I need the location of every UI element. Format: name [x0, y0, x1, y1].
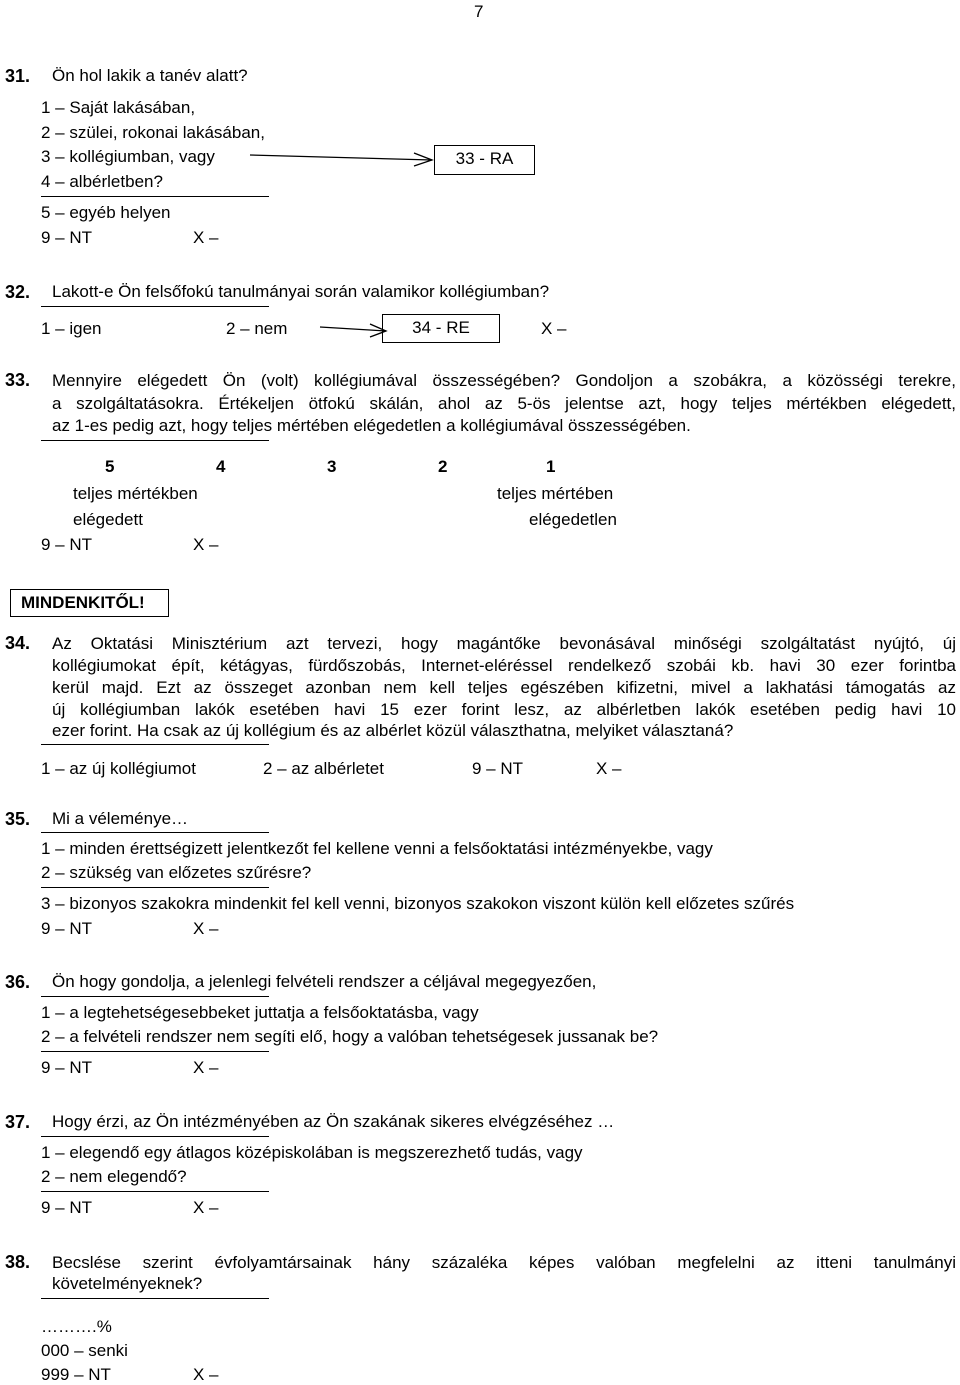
question-text-34-line-1: Az Oktatási Minisztérium azt tervezi, hogy magántőke bevonásával minőségi szolgáltatást nyújtó, új	[52, 634, 956, 653]
option-38-x[interactable]: X –	[193, 1365, 219, 1384]
option-36-2[interactable]: 2 – a felvételi rendszer nem segíti elő, hogy a valóban tehetségesek jussanak be?	[41, 1027, 659, 1046]
question-text-34-line-2: kollégiumokat épít, kétágyas, fürdőszobás, Internet-eléréssel rendelkező szobái kb. havi 30 ezer forintba	[52, 656, 956, 675]
option-31-1[interactable]: 1 – Saját lakásában,	[41, 98, 196, 117]
option-32-2[interactable]: 2 – nem	[226, 319, 288, 338]
percent-input[interactable]: ……….%	[41, 1317, 112, 1336]
question-text-33-line-2: a szolgáltatásokra. Értékeljen ötfokú skálán, ahol az 5-ös jelentse azt, hogy teljes mértékben elégedett,	[52, 394, 956, 413]
option-31-x[interactable]: X –	[193, 228, 219, 247]
option-35-1[interactable]: 1 – minden érettségizett jelentkezőt fel kellene venni a felsőoktatási intézményekbe, vagy	[41, 839, 713, 858]
question-number-34: 34.	[5, 633, 31, 653]
option-33-x[interactable]: X –	[193, 535, 219, 554]
scale-right-label-2: elégedetlen	[529, 510, 617, 529]
option-38-000[interactable]: 000 – senki	[41, 1341, 128, 1360]
option-31-4[interactable]: 4 – albérletben?	[41, 172, 163, 191]
divider	[41, 1051, 269, 1052]
option-37-nt[interactable]: 9 – NT	[41, 1198, 93, 1217]
option-35-nt[interactable]: 9 – NT	[41, 919, 93, 938]
divider	[41, 996, 269, 997]
question-text-37: Hogy érzi, az Ön intézményében az Ön szakának sikeres elvégzéséhez …	[52, 1112, 615, 1131]
option-31-nt[interactable]: 9 – NT	[41, 228, 93, 247]
option-37-2[interactable]: 2 – nem elegendő?	[41, 1167, 187, 1186]
question-text-36: Ön hogy gondolja, a jelenlegi felvételi rendszer a céljával megegyezően,	[52, 972, 597, 991]
question-number-37: 37.	[5, 1112, 31, 1132]
option-34-2[interactable]: 2 – az albérletet	[263, 759, 384, 778]
divider	[41, 1136, 269, 1137]
divider	[41, 1191, 269, 1192]
option-37-1[interactable]: 1 – elegendő egy átlagos középiskolában is megszerezhető tudás, vagy	[41, 1143, 583, 1162]
scale-3[interactable]: 3	[327, 457, 337, 476]
question-number-36: 36.	[5, 972, 31, 992]
skip-arrow-32-icon	[0, 0, 1, 1]
option-31-3[interactable]: 3 – kollégiumban, vagy	[41, 147, 215, 166]
question-number-35: 35.	[5, 809, 31, 829]
divider	[41, 832, 269, 833]
scale-1[interactable]: 1	[546, 457, 556, 476]
divider	[41, 744, 269, 745]
divider	[41, 440, 269, 441]
scale-5[interactable]: 5	[105, 457, 115, 476]
option-33-nt[interactable]: 9 – NT	[41, 535, 93, 554]
option-35-2[interactable]: 2 – szükség van előzetes szűrésre?	[41, 863, 312, 882]
question-text-35: Mi a véleménye…	[52, 809, 189, 828]
question-text-32: Lakott-e Ön felsőfokú tanulmányai során valamikor kollégiumban?	[52, 282, 550, 301]
question-number-33: 33.	[5, 370, 31, 390]
option-36-1[interactable]: 1 – a legtehetségesebbeket juttatja a felsőoktatásba, vagy	[41, 1003, 479, 1022]
question-text-34-line-3: kerül majd. Ezt az összeget azonban nem kell teljes egészében kifizetni, mivel a lakhatási támogatás az	[52, 678, 956, 697]
option-32-1[interactable]: 1 – igen	[41, 319, 102, 338]
mindenkitol-label: MINDENKITŐL!	[10, 589, 169, 617]
question-text-34-line-5: ezer forint. Ha csak az új kollégium és az albérlet közül választhatna, melyiket választaná?	[52, 721, 734, 740]
question-text-38-line-1: Becslése szerint évfolyamtársainak hány százaléka képes valóban megfelelni az itteni tanulmányi	[52, 1253, 956, 1272]
scale-left-label-2: elégedett	[73, 510, 143, 529]
option-36-x[interactable]: X –	[193, 1058, 219, 1077]
scale-2[interactable]: 2	[438, 457, 448, 476]
skip-box-31: 33 - RA	[434, 145, 535, 175]
option-34-x[interactable]: X –	[596, 759, 622, 778]
option-37-x[interactable]: X –	[193, 1198, 219, 1217]
option-34-1[interactable]: 1 – az új kollégiumot	[41, 759, 196, 778]
question-text-33-line-1: Mennyire elégedett Ön (volt) kollégiumával összességében? Gondoljon a szobákra, a közösségi terekre,	[52, 371, 956, 390]
divider	[41, 887, 269, 888]
divider	[41, 306, 269, 307]
scale-4[interactable]: 4	[216, 457, 226, 476]
question-text-38-line-2: követelményeknek?	[52, 1274, 203, 1293]
question-text-33-line-3: az 1-es pedig azt, hogy teljes mértében elégedetlen a kollégiumával összességében.	[52, 416, 691, 435]
question-text-34-line-4: új kollégiumban lakók esetében havi 15 ezer forint lesz, az albérletben lakók esetében pedig havi 10	[52, 700, 956, 719]
option-32-x[interactable]: X –	[541, 319, 567, 338]
option-38-999[interactable]: 999 – NT	[41, 1365, 111, 1384]
option-36-nt[interactable]: 9 – NT	[41, 1058, 93, 1077]
page-number: 7	[474, 2, 484, 21]
question-text-31: Ön hol lakik a tanév alatt?	[52, 66, 248, 85]
option-35-x[interactable]: X –	[193, 919, 219, 938]
scale-right-label: teljes mértében	[497, 484, 614, 503]
option-34-nt[interactable]: 9 – NT	[472, 759, 524, 778]
question-number-31: 31.	[5, 66, 31, 86]
option-31-2[interactable]: 2 – szülei, rokonai lakásában,	[41, 123, 265, 142]
scale-left-label: teljes mértékben	[73, 484, 198, 503]
skip-box-32: 34 - RE	[382, 314, 500, 343]
divider	[41, 1298, 269, 1299]
divider	[41, 196, 269, 197]
question-number-38: 38.	[5, 1252, 31, 1272]
question-number-32: 32.	[5, 282, 31, 302]
option-31-5[interactable]: 5 – egyéb helyen	[41, 203, 171, 222]
option-35-3[interactable]: 3 – bizonyos szakokra mindenkit fel kell venni, bizonyos szakokon viszont külön kell előzetes szűrés	[41, 894, 795, 913]
